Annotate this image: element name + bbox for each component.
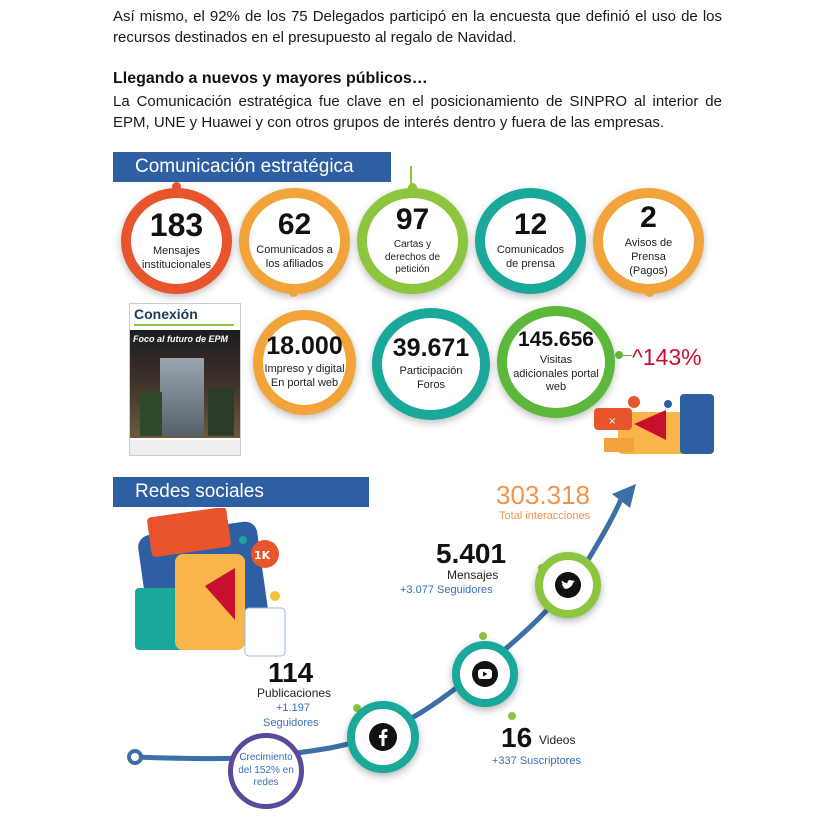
youtube-icon — [472, 661, 498, 687]
stat-label: Comunicados de prensa — [496, 244, 565, 270]
facebook-icon — [369, 723, 397, 751]
stat-label: Cartas y derechos de petición — [384, 239, 441, 276]
youtube-circle — [452, 641, 518, 707]
twitter-followers: +3.077 Seguidores — [400, 584, 493, 596]
twitter-icon — [555, 572, 581, 598]
communication-banner: Comunicación estratégica — [113, 152, 391, 182]
stat-value: 18.000 — [266, 332, 343, 361]
youtube-value: 16 — [501, 722, 533, 753]
section-heading: Llegando a nuevos y mayores públicos… — [113, 70, 428, 87]
stat-value: 145.656 — [518, 327, 594, 351]
growth-percentage: ^143% — [632, 344, 702, 370]
youtube-label: Videos — [539, 733, 576, 747]
stat-label: Comunicados a los afiliados — [256, 244, 333, 270]
total-interactions-value: 303.318 — [496, 480, 590, 510]
total-interactions-label: Total interacciones — [499, 510, 591, 522]
growth-circle-text: Crecimiento del 152% en redes — [238, 752, 294, 789]
facebook-value: 114 — [268, 657, 314, 688]
twitter-value: 5.401 — [436, 538, 507, 569]
svg-text:1K: 1K — [254, 549, 271, 562]
stat-value: 12 — [513, 208, 548, 242]
stat-label: Mensajes institucionales — [141, 245, 212, 271]
stat-value: 2 — [640, 201, 657, 235]
growth-circle — [228, 733, 304, 809]
stat-value: 62 — [277, 208, 312, 242]
stat-label: Impreso y digital En portal web — [264, 363, 345, 389]
stat-label: Visitas adicionales portal web — [513, 353, 599, 394]
magazine-headline: Foco al futuro de EPM — [133, 334, 229, 344]
stat-value: 39.671 — [392, 333, 470, 362]
stat-label: Avisos de Prensa (Pagos) — [624, 237, 673, 277]
twitter-circle — [535, 552, 601, 618]
twitter-label: Mensajes — [447, 568, 499, 582]
intro-paragraph-1: Así mismo, el 92% de los 75 Delegados participó en la encuesta que definió el uso de los recursos destinados en el presupuesto al regalo de Navidad. — [113, 8, 722, 46]
svg-text:×: × — [608, 416, 617, 427]
facebook-circle — [347, 701, 419, 773]
intro-paragraph-2: La Comunicación estratégica fue clave en el posicionamiento de SINPRO al interior de EPM, UNE y Huawei y con otros grupos de interés dentro y fuera de las empresas. — [113, 93, 722, 131]
stat-value: 183 — [149, 207, 204, 244]
facebook-label: Publicaciones — [257, 686, 332, 700]
magazine-title: Conexión — [134, 306, 198, 322]
facebook-followers-count: +1.197 — [276, 702, 310, 714]
stat-label: Participación Foros — [399, 364, 463, 391]
facebook-followers-label: Seguidores — [263, 717, 319, 729]
youtube-subscribers: +337 Suscriptores — [492, 755, 581, 767]
stat-value: 97 — [395, 203, 430, 237]
social-banner: Redes sociales — [113, 477, 369, 507]
